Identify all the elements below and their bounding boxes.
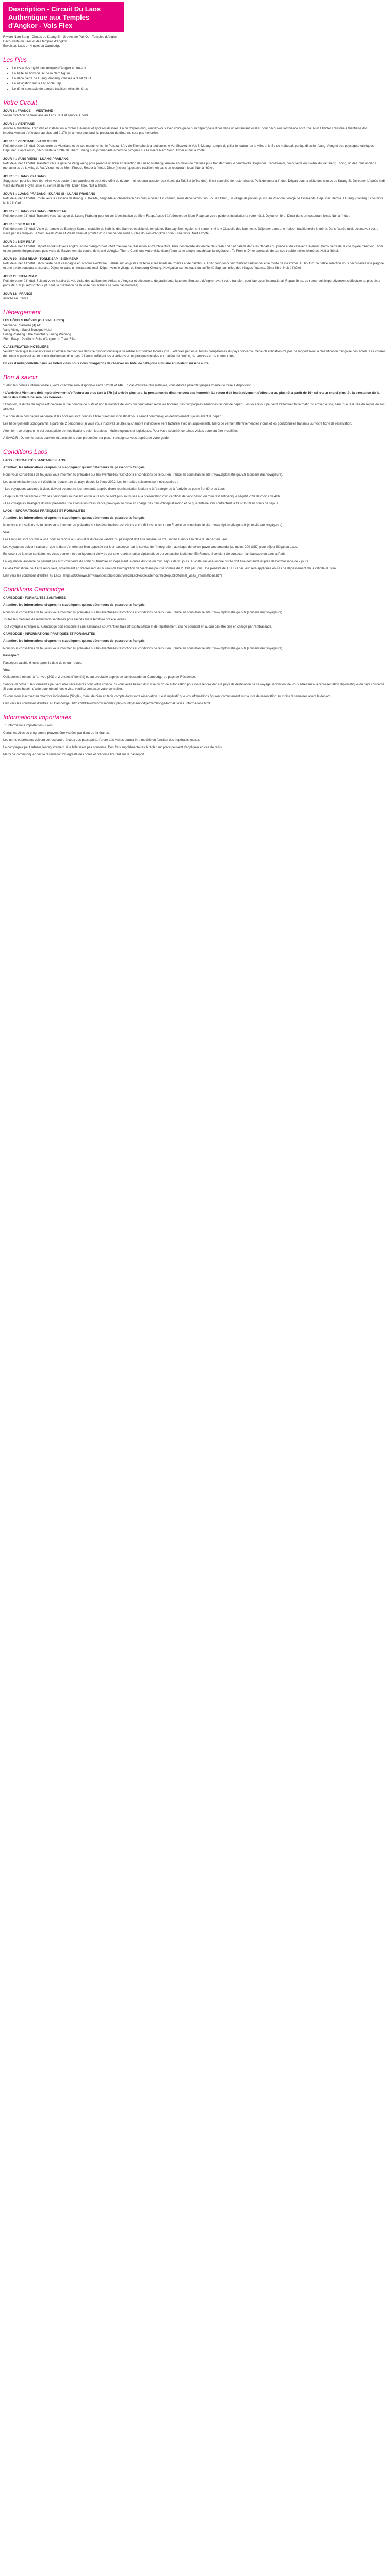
info-paragraph: * L'arrivée à Vientiane doit impérativement s'effectuer au plus tard à 17h (si arrivée plus tard, la prestation du dîner ne sera pas honorée). Le retour doit impérativement s'effectuer au plus tôt à partir de 16h (si retour choisi plus tôt, la prestation de la visite des ateliers ne sera pas honorée). (3, 391, 380, 400)
classification-note: En cas d'indisponibilité dans les hôtels cités nous nous chargerons de réserver un hôtel de catégorie similaire équivalent sur une autre. (3, 362, 210, 366)
info-paragraph: Obligatoire à obtenir à l'arrivée (30$ et 2 photos d'identité) ou au préalable auprès de l'ambassade du Cambodge du pays de Résidence. (3, 675, 197, 679)
day-text: Suggestion pour les lève-tôt : Allez-vous poster à un carrefour et peut-être offrir du riz aux moines pour assister aux rituels du Tak Bat (offrandes). Il est conseillé de rester discret. Petit déjeuner à l'hôtel. Départ pour la visite des chutes de Kuang Si. Déjeuner. L'après-midi, visite du Palais Royal, situé au centre de la ville. Dîner libre. Nuit à l'hôtel. (3, 179, 386, 188)
day-title: JOUR 2 : VIENTIANE (3, 122, 35, 126)
page-title: Description - Circuit Du Laos Authentique aux Temples d'Angkor - Vols Flex (3, 2, 124, 32)
info-paragraph: *Attention, la durée du séjour est calculée sur le nombre de nuits et non le nombre de jours qui peut varier selon les horaires des compagnies aériennes du jour de départ. Les vols retour peuvent s'effectuer tôt le matin ou arriver le soir, sans que la durée du séjour en soit affectée. (3, 403, 385, 412)
day-text: Arrivée à Vientiane. Transfert et installation à l'hôtel. Déjeuner et après-midi libres. En fin d'après-midi, rendez-vous avec votre guide puis départ pour dîner dans un restaurant local et pour découvrir l'ambiance nocturne. Nuit à l'hôtel. L'arrivée à Vientiane doit impérativement s'effectuer au plus tard à 17h (si arrivée plus tard, la prestation du dîner ne sera pas honorée). (3, 126, 367, 135)
day-block (3, 109, 386, 118)
day-title: JOUR 1 : FRANCE → VIENTIANE (3, 109, 53, 113)
day-title: JOUR 4 : VANG VIENG - LUANG PRABANG (3, 157, 69, 161)
day-text: Petit déjeuner à l'hôtel. Découverte de Vientiane et de ses monuments : le Patuxai, l'Arc de Triomphe à la laotienne, le Vat Sisaket, le Vat Si Muang, temple du pilier fondateur de la ville, et le Bo de mahodai, portiqu direction Vang Vieng et ses paysages karstiques. Déjeuner. L'après-midi, découverte la grotte de Tham Thieng puis promenade à bord de pirogues sur la rivière Nam Song. Dîner et nuit à l'hôtel. (3, 144, 375, 152)
day-title: JOUR 8 : SIEM REAP (3, 222, 35, 226)
day-block (3, 192, 386, 206)
info-paragraph: - Les voyageurs étrangers doivent présenter une attestation d'assurance prévoyant la prise en charge des frais d'hospitalisation et de quarantaine s'ils contractent la COVID-19 en cours de séjour. (3, 501, 279, 505)
intro-line: Rivière Nam Song - Chutes de Kuang Si - Grottes de Pak Ou - Temples d'Angkor (3, 35, 118, 39)
list-item: • Le visite des mythiques temples d'Angkor en tuk-tuk (12, 66, 386, 71)
les-plus-list (3, 66, 386, 92)
page (0, 2, 391, 775)
circuit-days (3, 109, 386, 301)
day-text: Arrivée en France. (3, 297, 29, 301)
info-paragraph: Toutes les mesures de restrictions sanitaires pour l'accès sur le territoire ont été levées. (3, 617, 127, 621)
info-paragraph: Tout voyageur étranger au Cambodge doit souscrire à une assurance couvrant les frais d'hospitalisation et de rapatriement, qui ne pourront en aucun cas être pris en charge par l'ambassade. (3, 624, 272, 629)
day-text: Petit déjeuner à l'hôtel. Transfert vers l'aéroport de Luang Prabang pour un vol à destination de Siem Reap. Accueil à l'aéroport de Siem Reap par votre guide et installation à votre hôtel. Déjeuner libre. Dîner dans un restaurant local. Nuit à l'hôtel. (3, 214, 350, 218)
day-block (3, 175, 386, 189)
day-title: JOUR 5 : LUANG PRABANG (3, 174, 46, 178)
info-paragraph: - Depuis le 23 décembre 2022, les personnes souhaitant entrer au Laos ne sont plus soumises à la présentation d'un certificat de vaccination ou d'un test antigénique négatif PCR de moins de 48h ; (3, 495, 282, 498)
info-paragraph: Les hébergements sont garantis à partir de 2 personnes (si vous vous inscrivez seul(e), la chambre individuelle sera facturée avec un supplément). Merci de vérifier attentivement les noms et les coordonnées transmis sur votre fiche de réservation. (3, 422, 352, 426)
info-paragraph: - Les voyageurs vaccinés à visas doivent soumettre leur demande auprès d'une représentation laotienne à l'étranger ou à l'arrivée au poste frontière au Laos ; (3, 487, 227, 492)
visa-heading: Visa (3, 668, 10, 672)
intro-line: Envols au Laos en 4 nuits au Cambodge (3, 44, 61, 48)
info-line: Merci de communiquer dès la réservation l'intégralité des noms et prénoms figurant sur le passeport. (3, 752, 145, 756)
section-subheading: LAOS - FORMALITÉS SANITAIRES LAOS (3, 459, 66, 463)
day-block (3, 210, 386, 219)
classification-text: Veuillez noter que la classification en étoiles mentionnée dans ce produit touristique se réfère aux normes locales (*NL), établies par les autorités compétentes du pays concerné. Cette classification n'a pas de rapport avec la classification française des hôtels. Les critères de notation peuvent varier considérablement d'un pays à l'autre, reflétant les standards et les pratiques locales en matière de confort, de services et de commodités. (3, 350, 386, 359)
day-block (3, 157, 386, 171)
list-item: • La découverte de Luang Prabang, classée à l'UNESCO (12, 77, 386, 81)
info-paragraph: Attention : ce programme est susceptible de modifications selon les aléas météorologiques et logistiques. Pour votre sécurité, certaines visites pourront être modifiées. (3, 429, 239, 433)
info-paragraph: *Le nom de la compagnie aérienne et les horaires sont donnés à titre purement indicatif et vous seront communiqués définitivement 8 jours avant le départ. (3, 415, 223, 419)
info-paragraph: A SAVOIR : De nombreuses activités et excursions sont proposées sur place, renseignez-vous auprès de votre guide. (3, 436, 170, 440)
info-paragraph: Lien vers les conditions d'entrée au Cambodge : https://XXX/www.hmvisa/index.php/country/cambodge/Cambodge/formal_visas_informations.html (3, 701, 210, 705)
day-text: Petit déjeuner à l'hôtel. Visite du temple de Banteay Samre, citadelle de l'ethnie des Samrés et visite du temple de Banteay Srei, également surnommé la « Citadelle des femmes ». Déjeuner dans une maison traditionnelle khmère. Dans l'après-midi, poursuivez votre visite par les temples Ta Som, Neak Poan et Preah Khan et profitez d'un coucher du soleil sur les douves d'Angkor Thom. Dîner libre. Nuit à l'hôtel. (3, 227, 379, 235)
intro-line: Découverte du Laos et des temples d'Angkor (3, 39, 67, 43)
conditions-laos-block (3, 459, 386, 579)
section-subheading: CAMBODGE - FORMALITÉS SANITAIRES (3, 596, 66, 600)
conditions-cambodge-heading: Conditions Cambodge (3, 585, 64, 593)
warning-text: Attention, les informations ci-après ne s'appliquent qu'aux détenteurs de passeports français. (3, 466, 146, 470)
classification-heading: CLASSIFICATION HÔTELIÈRE (3, 345, 49, 349)
infos-heading: Informations importantes (3, 713, 72, 721)
circuit-heading: Votre Circuit (3, 98, 37, 106)
day-text: Petit déjeuner à l'hôtel. Départ en tuk-tuk vers Angkor. Visite d'Angkor Vat, chef d'œuvre de réalisation et d'architecture. Puis découverte du temple de Preah Khan et balade dans les dédales du prince et du cavalier. Déjeuner. Découverte de la cité royale d'Angkor Thom et ses portes énigmatiques puis visite du Bayon, temple central de la cité d'Angkor Thom. Continuez votre visite dans l'étonnante temple envahi par la végétation, Ta Prohm. Dîner spectacle de danses traditionnelles khmères. Nuit à l'hôtel. (3, 244, 383, 253)
day-block (3, 223, 386, 236)
info-paragraph: Service de VISA : Des formalités peuvent être nécessaires pour votre voyage. Si vous avez besoin d'un visa ou d'une autorisation pour vous rendre dans le pays de destination de ce voyage, il convient de vous adresser à la représentation diplomatique du pays concerné. Si vous avez besoin d'aide pour obtenir votre visa, veuillez contacter votre conseiller. (3, 682, 385, 691)
info-paragraph: Nous vous conseillons de toujours vous informer au préalable sur les éventuelles restrictions et conditions de retour en France en consultant le site : www.diplomatie.gouv.fr (conseils aux voyageurs). (3, 646, 283, 650)
list-item: • La halte au bord du lac de la Nam Ngum (12, 72, 386, 76)
info-paragraph: Si vous vous inscrivez en chambre individuelle (Single), merci de bien en tenir compte dans votre réservation. Il est impératif que vos informations figurent correctement sur la liste de réservation au moins 3 semaines avant le départ. (3, 694, 331, 698)
hotels-subheading: LES HÔTELS PRÉVUS (OU SIMILAIRES) (3, 319, 64, 323)
day-text: Petit déjeuner à l'hôtel. Découverte de la campagne en scooter électrique. Balade sur les pistes de terre et les bords de rizières et de bambous. Arrêt pour découvrir l'habitat traditionnel et le mode de vie khmer. Au bout d'une petite sélection vous découvrirez une pagode et une petite boutique artisanale. Déjeuner dans un restaurant local. Départ vers le village de Kompong Khleang. Navigation sur les eaux du lac Tonlé Sap, au milieu des villages flottants. Dîner libre. Nuit à l'hôtel. (3, 262, 384, 270)
day-title: JOUR 10 : SIEM REAP - TONLE SAP - SIEM REAP (3, 257, 78, 261)
hotel-line: Vang Vieng : Sabai Boutique Hotel (3, 328, 52, 332)
hebergement-heading: Hébergement (3, 309, 41, 316)
hotel-line: Siem Reap : Pavillons Suite d'Angkor ou Treat Elite (3, 337, 76, 342)
info-paragraph: Le visa touristique peut être renouvelé, notamment en s'adressant au bureau de l'immigration de Vientiane pour la somme de 2 USD par jour. Une pénalité de 10 USD par jour sera appliquée en cas de dépassement de la validité du visa. (3, 566, 337, 570)
day-text: Petit déjeuner à l'hôtel. Transfert vers la gare de Vang Vieng pour prendre un train en direction de Luang Prabang. Arrivée en milieu de matinée puis transfert vers le centre-ville. Déjeuner. L'après-midi, découverte en tuk-tuk du Vat Xieng Thong, un des plus anciens monastères de la ville, du Vat Visoun et du Mont Phousi. Retour à l'hôtel. Dîner (inclus) (spectacle traditionnel) dans un restaurant local. Nuit à l'hôtel. (3, 161, 377, 170)
info-paragraph: Lien vers les conditions d'entrée au Laos : https://XXX/www.hmvisa/index.php/country/laos/LaoPeoplesDemocraticRepublic/formal_visas_informations.html (3, 573, 222, 578)
list-item: • La navigation sur le Lac Tonlé Sap (12, 82, 386, 87)
info-line: _1 Informations importantes - Laos (3, 723, 53, 727)
info-paragraph: Nous vous conseillons de toujours vous informer au préalable sur les éventuelles restrictions et conditions de retour en France en consultant le site : www.diplomatie.gouv.fr (conseils aux voyageurs). (3, 523, 283, 527)
day-title: JOUR 11 : SIEM REAP (3, 275, 37, 279)
hotel-line: Vientiane : Salsalee (4) AO (3, 324, 42, 328)
warning-text: Attention, les informations ci-après ne s'appliquent qu'aux détenteurs de passeports français. (3, 603, 146, 607)
info-paragraph: Les autorités laotiennes ont décidé la réouverture du pays depuis le 9 mai 2022. Les formalités suivantes sont nécessaires : (3, 480, 178, 484)
warning-text: Attention, les informations ci-après ne s'appliquent qu'aux détenteurs de passeports français. (3, 516, 146, 520)
day-text: Vol en direction de Vientiane au Laos. Nuit et service à bord. (3, 113, 89, 117)
hotel-line: Luang Prabang : The Sanctuary Luang Prabang (3, 333, 71, 337)
info-paragraph: Nous vous conseillons de toujours vous informer au préalable sur les éventuelles restrictions et conditions de retour en France en consultant le site : www.diplomatie.gouv.fr (conseils aux voyageurs). (3, 473, 283, 477)
passport-heading: Passeport (3, 653, 19, 657)
day-block (3, 122, 386, 136)
day-title: JOUR 3 : VIENTIANE - VANG VIENG (3, 139, 57, 143)
hebergement-block (3, 319, 386, 366)
day-title: JOUR 12 : FRANCE (3, 292, 33, 296)
info-line: La compagnie peut refuser l'enregistrement si le billet n'est pas conforme. Des frais supplémentaires à régler sur place peuvent s'appliquer en cas de refus. (3, 745, 223, 749)
day-text: Petit déjeuner à l'hôtel. Route vers la cascade de Kuang Si. Balade, baignade et observation des ours à collier. En chemin, nous découvrons Luo Bo Ban Chan, un village de potiers, puis Ban Phanom, village de tisserands. Déjeuner. Retour à Luang Prabang. Dîner libre. Nuit à l'hôtel. (3, 196, 384, 205)
info-paragraph: Les voyageurs doivent s'assurer que la date d'entrée est bien apposée sur leur passeport par le service de l'immigration, au risque de devoir payer une amende (au moins 200 USD) pour séjour illégal au Laos. (3, 545, 298, 549)
visa-heading: Visa (3, 530, 10, 534)
intro (3, 35, 386, 49)
info-paragraph: Passeport valable 6 mois après la date de retour requis. (3, 660, 83, 665)
info-paragraph: En raison de la crise sanitaire, les visas peuvent être uniquement délivrés par une représentation diplomatique ou consulaire laotienne. En France, il convient de contacter l'ambassade du Laos à Paris. (3, 552, 287, 556)
day-block (3, 292, 386, 301)
day-block (3, 257, 386, 271)
info-paragraph: *Selon les normes internationales, votre chambre sera disponible entre 12h00 et 14h. En cas d'arrivée plus matinale, vous devrez patienter jusqu'à l'heure de mise à disposition. (3, 384, 253, 388)
day-block (3, 140, 386, 154)
info-paragraph: Les Français sont soumis à visa pour se rendre au Laos et la durée de validité du passeport doit être supérieure d'au moins 6 mois à la date du départ du Laos. (3, 537, 229, 541)
day-text: Petit déjeuner à l'hôtel. Suivant votre horaire de vol, visite des ateliers des Artisans d'Angkor et découverte du jardin botanique des Senteurs d'Angkor avant votre transfert pour l'aéroport International. Repas libres. Le retour doit impérativement s'effectuer au plus tôt à partir de 16h (si retour choisi plus tôt, la prestation de la visite des ateliers ne sera pas honorée). (3, 279, 380, 288)
bon-a-savoir-heading: Bon à savoir (3, 374, 38, 381)
info-line: Les noms et prénoms doivent correspondre à ceux des passeports, l'ordre des visites pourra être modifié en fonction des impératifs locaux. (3, 738, 200, 742)
conditions-cambodge-block (3, 596, 386, 706)
bon-a-savoir-block (3, 384, 386, 441)
day-title: JOUR 6 : LUANG PRABANG - KUANG SI - LUANG PRABANG (3, 192, 96, 196)
info-paragraph: Nous vous conseillons de toujours vous informer au préalable sur les éventuelles restrictions et conditions de retour en France en consultant le site : www.diplomatie.gouv.fr (conseils aux voyageurs). (3, 610, 283, 614)
info-line: Certaines villes du programme peuvent être visitées par d'autres itinéraires. (3, 731, 110, 735)
day-block (3, 240, 386, 254)
day-block (3, 275, 386, 289)
list-item: • Le dîner spectacle de danses traditionnelles khmères (12, 87, 386, 92)
day-title: JOUR 7 : LUANG PRABANG - SIEM REAP (3, 209, 67, 213)
warning-text: Attention, les informations ci-après ne s'appliquent qu'aux détenteurs de passeports français. (3, 639, 146, 643)
infos-block (3, 724, 386, 757)
section-subheading: CAMBODGE - INFORMATIONS PRATIQUES ET FORMALITÉS (3, 632, 95, 636)
section-subheading: LAOS - INFORMATIONS PRATIQUES ET FORMALITÉS (3, 509, 85, 513)
les-plus-heading: Les Plus (3, 56, 27, 63)
info-paragraph: La législation laotienne ne permet pas aux voyageurs de sortir du territoire en dépassant la durée du visa ou d'un séjour de 30 jours. Au-delà, un visa longue durée doit être demandé auprès de l'ambassade de 7 jours. (3, 559, 309, 563)
conditions-laos-heading: Conditions Laos (3, 448, 48, 456)
day-title: JOUR 9 : SIEM REAP (3, 240, 35, 244)
